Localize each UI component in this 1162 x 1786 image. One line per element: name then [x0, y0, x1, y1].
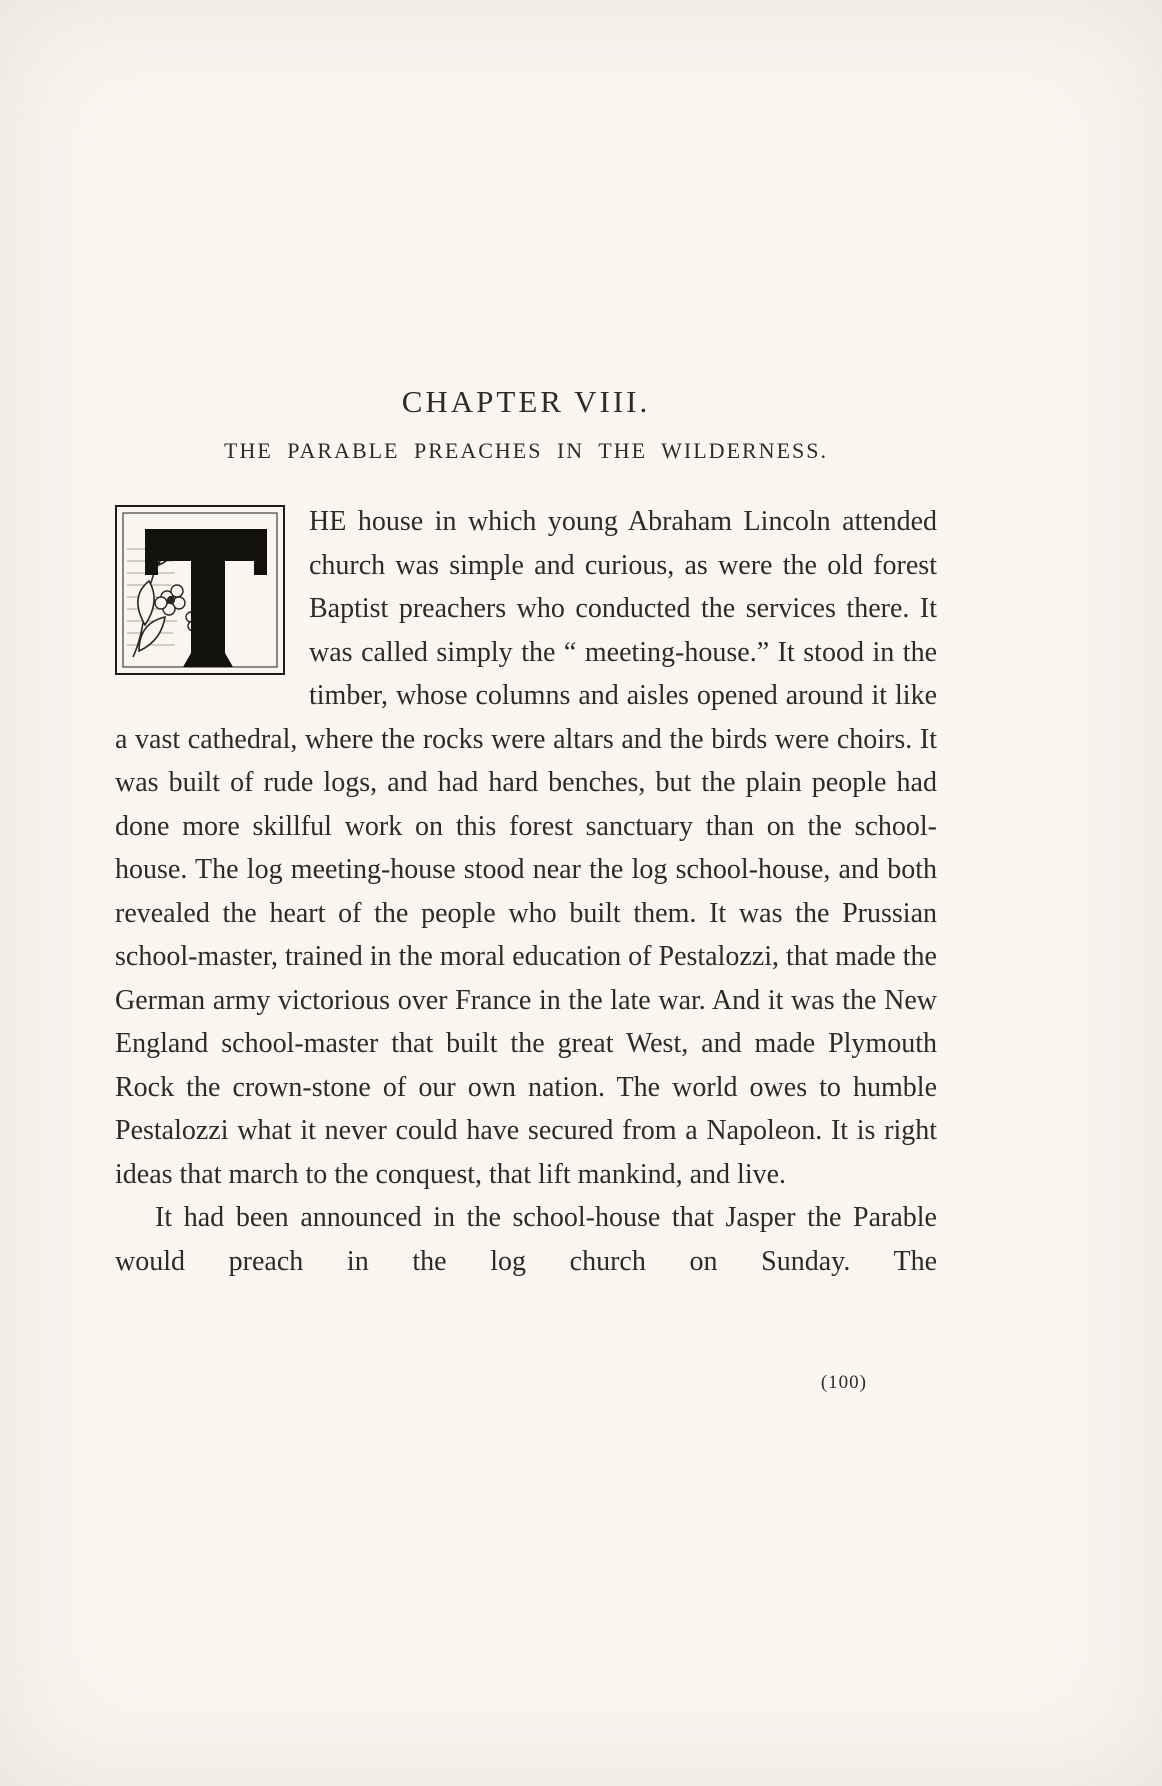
drop-cap-woodcut-icon [115, 505, 285, 675]
body-text [115, 500, 937, 1283]
paragraph-text: HE house in which young Abraham Lincoln attended church was simple and curious, as were the old forest Baptist preachers who conducted the services there. It was called simply the “ meeting-house.” It stood in the timber, whose columns and aisles opened around it like a vast cathedral, where the rocks were altars and the birds were choirs. It was built of rude logs, and had hard benches, but the plain people had done more skillful work on this forest sanctuary than on the school-house. The log meeting-house stood near the log school-house, and both revealed the heart of the people who built them. It was the Prussian school-master, trained in the moral education of Pestalozzi, that made the German army victorious over France in the late war. And it was the New England school-master that built the great West, and made Plymouth Rock the crown-stone of our own nation. The world owes to humble Pestalozzi what it never could have secured from a Napoleon. It is right ideas that march to the conquest, that lift mankind, and live. [115, 506, 937, 1190]
paragraph-text: It had been announced in the school-house that Jasper the Parable would preach in the log church on Sunday. The [115, 1202, 937, 1277]
paragraph [115, 1196, 937, 1283]
chapter-subtitle: THE PARABLE PREACHES IN THE WILDERNESS. [224, 438, 828, 463]
paragraph [115, 500, 937, 1196]
text-column [115, 0, 937, 1283]
drop-cap-ornament [115, 505, 285, 675]
page-number: (100) [820, 1372, 867, 1393]
chapter-title: CHAPTER VIII. [401, 384, 651, 419]
